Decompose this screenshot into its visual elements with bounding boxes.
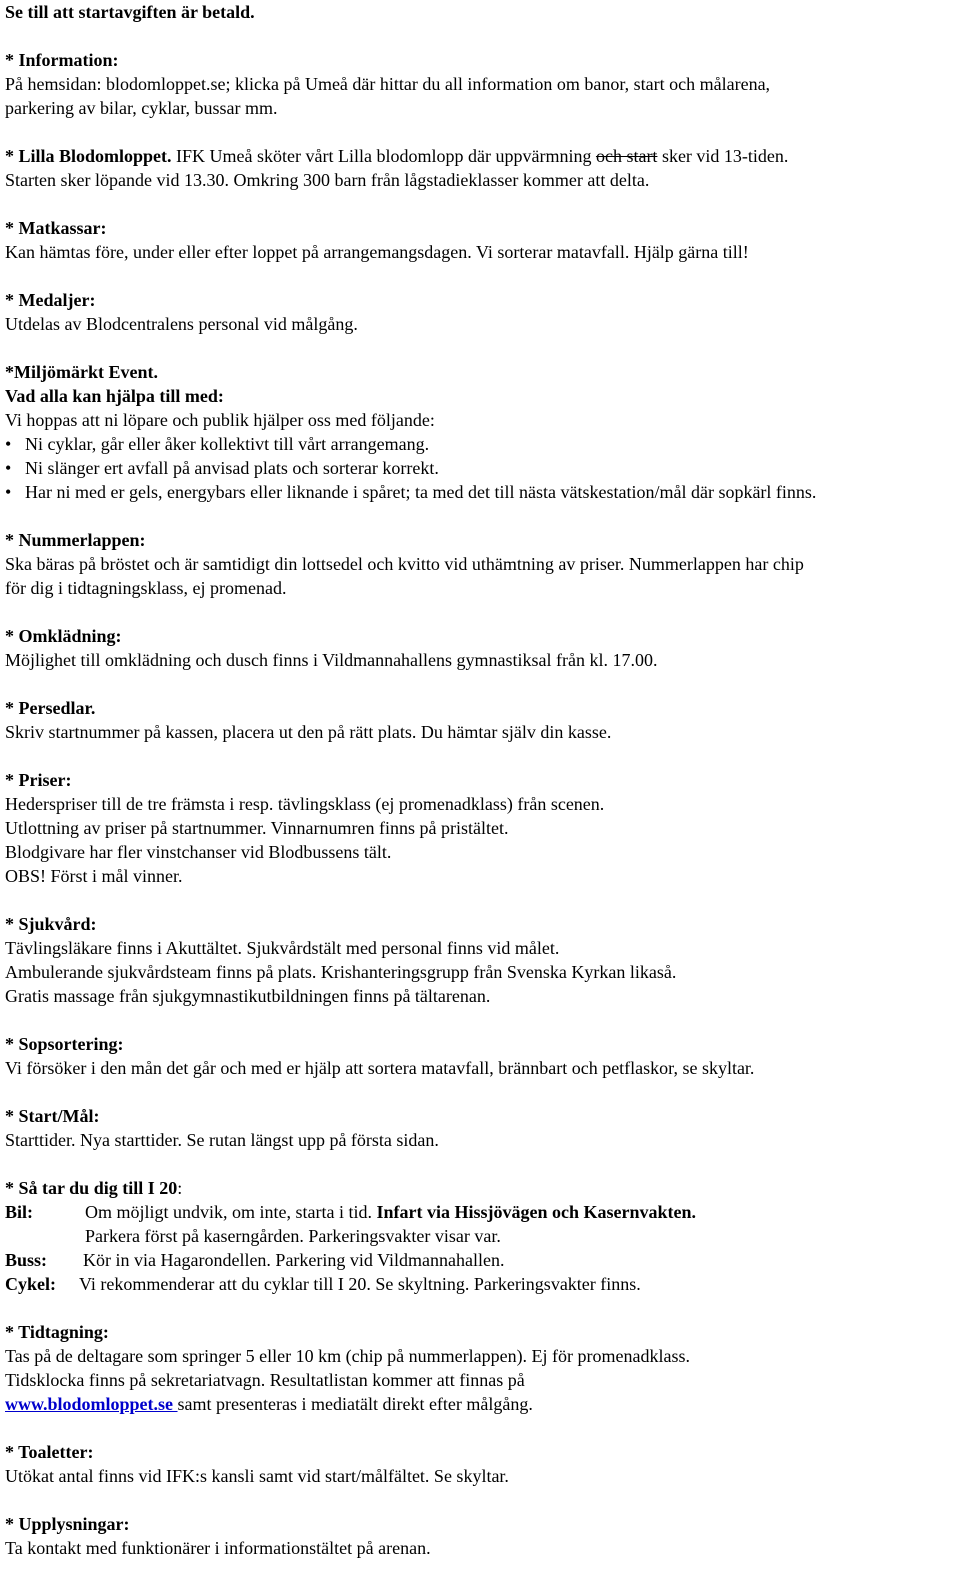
- tidtagning-text-3: samt presenteras i mediatält direkt efter målgång.: [177, 1394, 533, 1414]
- omkladning-heading: * Omklädning:: [5, 626, 122, 646]
- miljo-intro: Vi hoppas att ni löpare och publik hjälper oss med följande:: [5, 410, 435, 430]
- lilla-text-b: sker vid 13-tiden.: [657, 146, 789, 166]
- priser-line: OBS! Först i mål vinner.: [5, 866, 183, 886]
- sopsortering-heading: * Sopsortering:: [5, 1034, 124, 1054]
- tidtagning-link-line: [5, 1392, 960, 1416]
- blodomloppet-link[interactable]: www.blodomloppet.se: [5, 1394, 178, 1414]
- nummerlappen-text: Ska bäras på bröstet och är samtidigt din lottsedel och kvitto vid uthämtning av priser. Nummerlappen har chip: [5, 554, 804, 574]
- travel-row-cykel: [5, 1272, 960, 1296]
- persedlar-text: Skriv startnummer på kassen, placera ut den på rätt plats. Du hämtar själv din kasse.: [5, 722, 612, 742]
- bullet-icon: •: [5, 434, 12, 454]
- satar-heading: * Så tar du dig till I 20: [5, 1178, 178, 1198]
- information-text-2: parkering av bilar, cyklar, bussar mm.: [5, 98, 278, 118]
- lilla-text-2: Starten sker löpande vid 13.30. Omkring 300 barn från lågstadieklasser kommer att delta.: [5, 170, 650, 190]
- toaletter-text: Utökat antal finns vid IFK:s kansli samt vid start/målfältet. Se skyltar.: [5, 1466, 509, 1486]
- priser-heading: * Priser:: [5, 770, 72, 790]
- bil-bold-text: Infart via Hissjövägen och Kasernvakten.: [376, 1202, 696, 1222]
- lilla-line: [5, 144, 960, 168]
- bullet-text: Ni cyklar, går eller åker kollektivt till vårt arrangemang.: [25, 434, 430, 454]
- cykel-text: Vi rekommenderar att du cyklar till I 20. Se skyltning. Parkeringsvakter finns.: [79, 1274, 641, 1294]
- sopsortering-text: Vi försöker i den mån det går och med er hjälp att sortera matavfall, brännbart och petflaskor, se skyltar.: [5, 1058, 755, 1078]
- list-item: [5, 480, 960, 504]
- priser-line: Blodgivare har fler vinstchanser vid Blodbussens tält.: [5, 842, 392, 862]
- bullet-icon: •: [5, 482, 12, 502]
- travel-row-buss: [5, 1248, 960, 1272]
- paid-notice: Se till att startavgiften är betald.: [5, 2, 255, 22]
- lilla-heading: * Lilla Blodomloppet.: [5, 146, 172, 166]
- priser-line: Utlottning av priser på startnummer. Vinnarnumren finns på pristältet.: [5, 818, 509, 838]
- information-heading: * Information:: [5, 50, 119, 70]
- nummerlappen-text-2: för dig i tidtagningsklass, ej promenad.: [5, 578, 287, 598]
- upplysningar-text: Ta kontakt med funktionärer i informationstältet på arenan.: [5, 1538, 431, 1558]
- sjukvard-line: Tävlingsläkare finns i Akuttältet. Sjukvårdstält med personal finns vid målet.: [5, 938, 560, 958]
- bil-text: Om möjligt undvik, om inte, starta i tid.: [85, 1202, 377, 1222]
- miljo-subheading: Vad alla kan hjälpa till med:: [5, 386, 224, 406]
- bil-text-2: Parkera först på kaserngården. Parkeringsvakter visar var.: [85, 1226, 501, 1246]
- list-item: [5, 456, 960, 480]
- sjukvard-heading: * Sjukvård:: [5, 914, 97, 934]
- upplysningar-heading: * Upplysningar:: [5, 1514, 130, 1534]
- satar-heading-line: [5, 1176, 960, 1200]
- bullet-icon: •: [5, 458, 12, 478]
- nummerlappen-heading: * Nummerlappen:: [5, 530, 146, 550]
- tidtagning-text-2: Tidsklocka finns på sekretariatvagn. Resultatlistan kommer att finnas på: [5, 1370, 525, 1390]
- travel-row-bil: [5, 1200, 960, 1224]
- sjukvard-line: Gratis massage från sjukgymnastikutbildningen finns på tältarenan.: [5, 986, 491, 1006]
- list-item: [5, 432, 960, 456]
- medaljer-heading: * Medaljer:: [5, 290, 96, 310]
- priser-line: Hederspriser till de tre främsta i resp. tävlingsklass (ej promenadklass) från scenen.: [5, 794, 605, 814]
- tidtagning-text: Tas på de deltagare som springer 5 eller 10 km (chip på nummerlappen). Ej för promenadklass.: [5, 1346, 691, 1366]
- lilla-text-strike: och start: [595, 146, 658, 166]
- lilla-text-a: IFK Umeå sköter vårt Lilla blodomlopp där uppvärmning: [171, 146, 596, 166]
- bil-label: Bil:: [5, 1202, 34, 1222]
- buss-label: Buss:: [5, 1250, 48, 1270]
- bullet-text: Ni slänger ert avfall på anvisad plats och sorterar korrekt.: [25, 458, 439, 478]
- bullet-text: Har ni med er gels, energybars eller liknande i spåret; ta med det till nästa vätskestation/mål där sopkärl finns.: [25, 482, 817, 502]
- sjukvard-line: Ambulerande sjukvårdsteam finns på plats. Krishanteringsgrupp från Svenska Kyrkan likaså.: [5, 962, 677, 982]
- information-text: På hemsidan: blodomloppet.se; klicka på Umeå där hittar du all information om banor, start och målarena,: [5, 74, 771, 94]
- medaljer-text: Utdelas av Blodcentralens personal vid målgång.: [5, 314, 358, 334]
- startmal-text: Starttider. Nya starttider. Se rutan längst upp på första sidan.: [5, 1130, 439, 1150]
- tidtagning-heading: * Tidtagning:: [5, 1322, 109, 1342]
- persedlar-heading: * Persedlar.: [5, 698, 96, 718]
- satar-heading-suffix: :: [177, 1178, 183, 1198]
- matkassar-text: Kan hämtas före, under eller efter loppet på arrangemangsdagen. Vi sorterar matavfall. Hjälp gärna till!: [5, 242, 749, 262]
- toaletter-heading: * Toaletter:: [5, 1442, 94, 1462]
- buss-text: Kör in via Hagarondellen. Parkering vid Vildmannahallen.: [83, 1250, 505, 1270]
- cykel-label: Cykel:: [5, 1274, 56, 1294]
- matkassar-heading: * Matkassar:: [5, 218, 107, 238]
- omkladning-text: Möjlighet till omklädning och dusch finns i Vildmannahallens gymnastiksal från kl. 17.00.: [5, 650, 658, 670]
- startmal-heading: * Start/Mål:: [5, 1106, 100, 1126]
- miljo-heading: *Miljömärkt Event.: [5, 362, 158, 382]
